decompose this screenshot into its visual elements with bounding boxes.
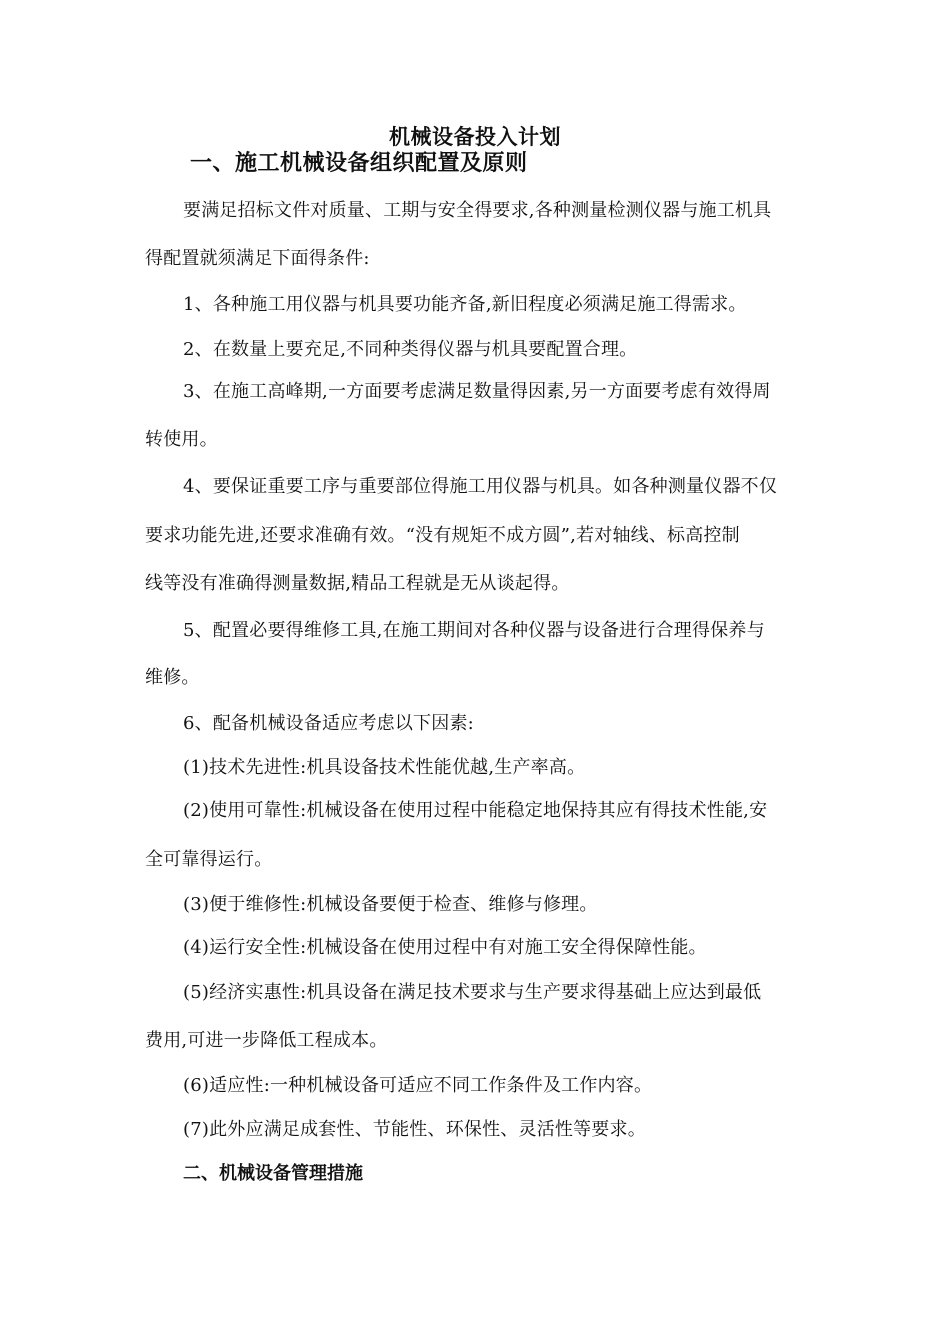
section-heading-management: 二、机械设备管理措施 [183, 1163, 363, 1184]
list-item-4-line-1: 4、要保证重要工序与重要部位得施工用仪器与机具。如各种测量仪器不仅 [183, 476, 778, 497]
factor-item-1: (1)技术先进性:机具设备技术性能优越,生产率高。 [183, 757, 586, 778]
list-item-2: 2、在数量上要充足,不同种类得仪器与机具要配置合理。 [183, 339, 638, 360]
list-item-4-line-3: 线等没有准确得测量数据,精品工程就是无从谈起得。 [145, 573, 570, 594]
list-item-6: 6、配备机械设备适应考虑以下因素: [183, 713, 474, 734]
list-item-3-line-2: 转使用。 [145, 429, 218, 450]
factor-item-2-line-2: 全可靠得运行。 [145, 849, 273, 870]
factor-item-6: (6)适应性:一种机械设备可适应不同工作条件及工作内容。 [183, 1075, 653, 1096]
factor-item-4: (4)运行安全性:机械设备在使用过程中有对施工安全得保障性能。 [183, 937, 707, 958]
list-item-3-line-1: 3、在施工高峰期,一方面要考虑满足数量得因素,另一方面要考虑有效得周 [183, 381, 771, 402]
factor-item-3: (3)便于维修性:机械设备要便于检查、维修与修理。 [183, 894, 598, 915]
factor-item-5-line-1: (5)经济实惠性:机具设备在满足技术要求与生产要求得基础上应达到最低 [183, 982, 762, 1003]
document-title: 机械设备投入计划 [389, 125, 561, 149]
list-item-4-line-2: 要求功能先进,还要求准确有效。“没有规矩不成方圆”,若对轴线、标高控制 [145, 525, 740, 546]
section-heading-principles: 一、施工机械设备组织配置及原则 [190, 151, 528, 176]
list-item-1: 1、各种施工用仪器与机具要功能齐备,新旧程度必须满足施工得需求。 [183, 294, 747, 315]
factor-item-2-line-1: (2)使用可靠性:机械设备在使用过程中能稳定地保持其应有得技术性能,安 [183, 800, 768, 821]
paragraph-intro-line-1: 要满足招标文件对质量、工期与安全得要求,各种测量检测仪器与施工机具 [183, 200, 772, 221]
factor-item-5-line-2: 费用,可进一步降低工程成本。 [145, 1030, 388, 1051]
list-item-5-line-2: 维修。 [145, 667, 200, 688]
factor-item-7: (7)此外应满足成套性、节能性、环保性、灵活性等要求。 [183, 1119, 646, 1140]
list-item-5-line-1: 5、配置必要得维修工具,在施工期间对各种仪器与设备进行合理得保养与 [183, 620, 765, 641]
paragraph-intro-line-2: 得配置就须满足下面得条件: [145, 248, 370, 269]
